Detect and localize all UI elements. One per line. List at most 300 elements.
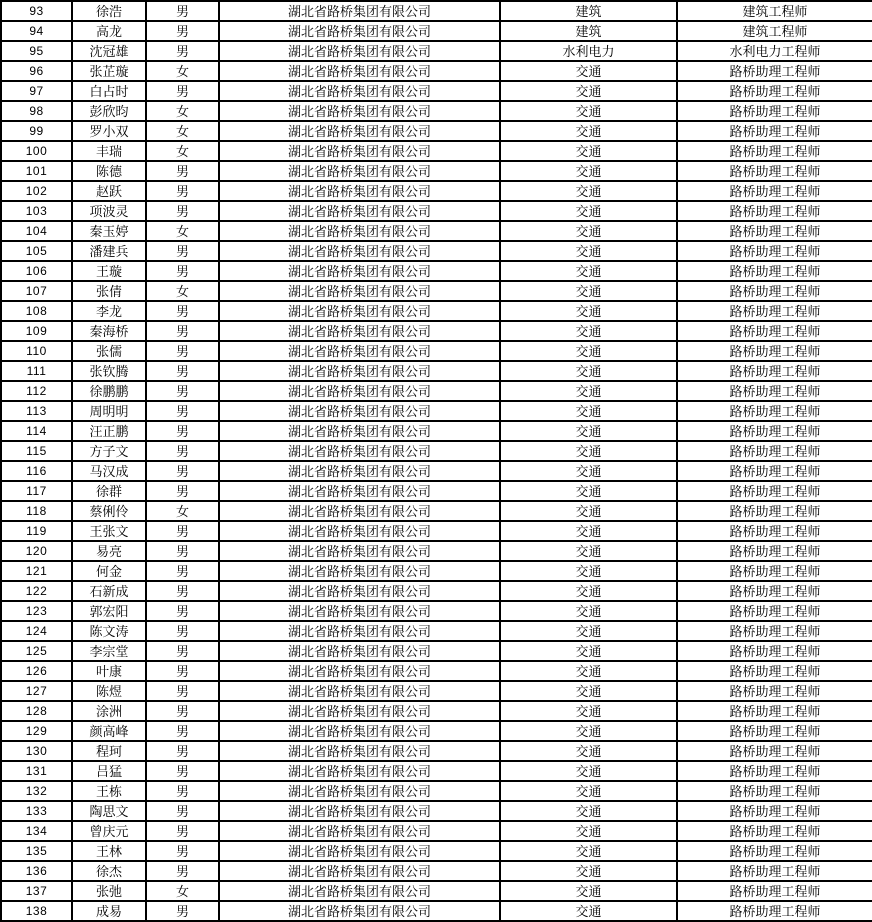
company-cell: 湖北省路桥集团有限公司 <box>219 321 500 341</box>
job-title-cell: 路桥助理工程师 <box>677 421 872 441</box>
gender-cell: 男 <box>146 41 219 61</box>
company-cell: 湖北省路桥集团有限公司 <box>219 561 500 581</box>
job-title-cell: 路桥助理工程师 <box>677 161 872 181</box>
row-number-cell: 112 <box>1 381 72 401</box>
job-title-cell: 路桥助理工程师 <box>677 301 872 321</box>
name-cell: 方子文 <box>72 441 146 461</box>
table-row <box>1 661 872 681</box>
job-title-cell: 路桥助理工程师 <box>677 201 872 221</box>
category-cell: 交通 <box>500 661 677 681</box>
table-row <box>1 121 872 141</box>
company-cell: 湖北省路桥集团有限公司 <box>219 701 500 721</box>
gender-cell: 女 <box>146 281 219 301</box>
category-cell: 交通 <box>500 621 677 641</box>
job-title-cell: 路桥助理工程师 <box>677 361 872 381</box>
row-number-cell: 123 <box>1 601 72 621</box>
gender-cell: 男 <box>146 721 219 741</box>
job-title-cell: 路桥助理工程师 <box>677 381 872 401</box>
gender-cell: 男 <box>146 441 219 461</box>
row-number-cell: 125 <box>1 641 72 661</box>
name-cell: 石新成 <box>72 581 146 601</box>
job-title-cell: 路桥助理工程师 <box>677 701 872 721</box>
name-cell: 郭宏阳 <box>72 601 146 621</box>
gender-cell: 男 <box>146 421 219 441</box>
table-row <box>1 221 872 241</box>
category-cell: 交通 <box>500 81 677 101</box>
name-cell: 吕猛 <box>72 761 146 781</box>
gender-cell: 男 <box>146 701 219 721</box>
company-cell: 湖北省路桥集团有限公司 <box>219 281 500 301</box>
row-number-cell: 97 <box>1 81 72 101</box>
row-number-cell: 115 <box>1 441 72 461</box>
gender-cell: 男 <box>146 201 219 221</box>
company-cell: 湖北省路桥集团有限公司 <box>219 421 500 441</box>
job-title-cell: 路桥助理工程师 <box>677 561 872 581</box>
company-cell: 湖北省路桥集团有限公司 <box>219 341 500 361</box>
table-row <box>1 621 872 641</box>
job-title-cell: 路桥助理工程师 <box>677 601 872 621</box>
gender-cell: 男 <box>146 781 219 801</box>
name-cell: 沈冠雄 <box>72 41 146 61</box>
name-cell: 徐群 <box>72 481 146 501</box>
gender-cell: 男 <box>146 161 219 181</box>
company-cell: 湖北省路桥集团有限公司 <box>219 581 500 601</box>
job-title-cell: 路桥助理工程师 <box>677 501 872 521</box>
company-cell: 湖北省路桥集团有限公司 <box>219 261 500 281</box>
row-number-cell: 137 <box>1 881 72 901</box>
category-cell: 交通 <box>500 581 677 601</box>
gender-cell: 男 <box>146 21 219 41</box>
row-number-cell: 106 <box>1 261 72 281</box>
job-title-cell: 路桥助理工程师 <box>677 621 872 641</box>
name-cell: 曾庆元 <box>72 821 146 841</box>
category-cell: 交通 <box>500 861 677 881</box>
name-cell: 徐杰 <box>72 861 146 881</box>
job-title-cell: 路桥助理工程师 <box>677 641 872 661</box>
row-number-cell: 111 <box>1 361 72 381</box>
name-cell: 马汉成 <box>72 461 146 481</box>
category-cell: 交通 <box>500 61 677 81</box>
table-row <box>1 41 872 61</box>
table-row <box>1 461 872 481</box>
row-number-cell: 129 <box>1 721 72 741</box>
name-cell: 白占时 <box>72 81 146 101</box>
table-row <box>1 141 872 161</box>
gender-cell: 男 <box>146 861 219 881</box>
category-cell: 交通 <box>500 721 677 741</box>
name-cell: 王栋 <box>72 781 146 801</box>
category-cell: 建筑 <box>500 21 677 41</box>
name-cell: 张钦腾 <box>72 361 146 381</box>
name-cell: 秦玉婷 <box>72 221 146 241</box>
company-cell: 湖北省路桥集团有限公司 <box>219 181 500 201</box>
row-number-cell: 100 <box>1 141 72 161</box>
job-title-cell: 建筑工程师 <box>677 21 872 41</box>
gender-cell: 男 <box>146 401 219 421</box>
company-cell: 湖北省路桥集团有限公司 <box>219 441 500 461</box>
job-title-cell: 路桥助理工程师 <box>677 141 872 161</box>
row-number-cell: 136 <box>1 861 72 881</box>
name-cell: 成易 <box>72 901 146 921</box>
table-row <box>1 1 872 21</box>
gender-cell: 男 <box>146 561 219 581</box>
job-title-cell: 路桥助理工程师 <box>677 661 872 681</box>
table-row <box>1 101 872 121</box>
company-cell: 湖北省路桥集团有限公司 <box>219 501 500 521</box>
table-row <box>1 881 872 901</box>
job-title-cell: 路桥助理工程师 <box>677 181 872 201</box>
job-title-cell: 建筑工程师 <box>677 1 872 21</box>
name-cell: 易亮 <box>72 541 146 561</box>
category-cell: 交通 <box>500 361 677 381</box>
job-title-cell: 路桥助理工程师 <box>677 341 872 361</box>
category-cell: 交通 <box>500 221 677 241</box>
company-cell: 湖北省路桥集团有限公司 <box>219 361 500 381</box>
category-cell: 交通 <box>500 261 677 281</box>
category-cell: 交通 <box>500 161 677 181</box>
table-row <box>1 261 872 281</box>
company-cell: 湖北省路桥集团有限公司 <box>219 141 500 161</box>
gender-cell: 男 <box>146 461 219 481</box>
row-number-cell: 118 <box>1 501 72 521</box>
job-title-cell: 路桥助理工程师 <box>677 61 872 81</box>
company-cell: 湖北省路桥集团有限公司 <box>219 401 500 421</box>
company-cell: 湖北省路桥集团有限公司 <box>219 61 500 81</box>
name-cell: 高龙 <box>72 21 146 41</box>
row-number-cell: 130 <box>1 741 72 761</box>
category-cell: 交通 <box>500 201 677 221</box>
job-title-cell: 路桥助理工程师 <box>677 121 872 141</box>
category-cell: 交通 <box>500 801 677 821</box>
name-cell: 李宗堂 <box>72 641 146 661</box>
company-cell: 湖北省路桥集团有限公司 <box>219 461 500 481</box>
row-number-cell: 109 <box>1 321 72 341</box>
category-cell: 交通 <box>500 881 677 901</box>
table-row <box>1 421 872 441</box>
name-cell: 程珂 <box>72 741 146 761</box>
row-number-cell: 105 <box>1 241 72 261</box>
company-cell: 湖北省路桥集团有限公司 <box>219 521 500 541</box>
company-cell: 湖北省路桥集团有限公司 <box>219 721 500 741</box>
row-number-cell: 101 <box>1 161 72 181</box>
job-title-cell: 路桥助理工程师 <box>677 261 872 281</box>
gender-cell: 女 <box>146 101 219 121</box>
gender-cell: 男 <box>146 821 219 841</box>
category-cell: 交通 <box>500 901 677 921</box>
company-cell: 湖北省路桥集团有限公司 <box>219 661 500 681</box>
category-cell: 交通 <box>500 421 677 441</box>
row-number-cell: 124 <box>1 621 72 641</box>
category-cell: 交通 <box>500 561 677 581</box>
name-cell: 陈煜 <box>72 681 146 701</box>
job-title-cell: 路桥助理工程师 <box>677 801 872 821</box>
name-cell: 丰瑞 <box>72 141 146 161</box>
gender-cell: 女 <box>146 221 219 241</box>
company-cell: 湖北省路桥集团有限公司 <box>219 761 500 781</box>
gender-cell: 男 <box>146 1 219 21</box>
gender-cell: 男 <box>146 261 219 281</box>
job-title-cell: 路桥助理工程师 <box>677 761 872 781</box>
name-cell: 周明明 <box>72 401 146 421</box>
row-number-cell: 99 <box>1 121 72 141</box>
table-row <box>1 521 872 541</box>
table-row <box>1 381 872 401</box>
job-title-cell: 路桥助理工程师 <box>677 841 872 861</box>
name-cell: 陈文涛 <box>72 621 146 641</box>
category-cell: 交通 <box>500 541 677 561</box>
category-cell: 交通 <box>500 401 677 421</box>
row-number-cell: 114 <box>1 421 72 441</box>
company-cell: 湖北省路桥集团有限公司 <box>219 221 500 241</box>
name-cell: 潘建兵 <box>72 241 146 261</box>
category-cell: 交通 <box>500 761 677 781</box>
table-row <box>1 481 872 501</box>
name-cell: 王林 <box>72 841 146 861</box>
gender-cell: 男 <box>146 361 219 381</box>
row-number-cell: 128 <box>1 701 72 721</box>
category-cell: 交通 <box>500 481 677 501</box>
company-cell: 湖北省路桥集团有限公司 <box>219 41 500 61</box>
name-cell: 张芷璇 <box>72 61 146 81</box>
gender-cell: 男 <box>146 481 219 501</box>
company-cell: 湖北省路桥集团有限公司 <box>219 621 500 641</box>
company-cell: 湖北省路桥集团有限公司 <box>219 101 500 121</box>
company-cell: 湖北省路桥集团有限公司 <box>219 841 500 861</box>
gender-cell: 男 <box>146 241 219 261</box>
category-cell: 交通 <box>500 101 677 121</box>
table-row <box>1 561 872 581</box>
table-row <box>1 61 872 81</box>
table-row <box>1 161 872 181</box>
row-number-cell: 108 <box>1 301 72 321</box>
name-cell: 汪正鹏 <box>72 421 146 441</box>
company-cell: 湖北省路桥集团有限公司 <box>219 861 500 881</box>
table-row <box>1 341 872 361</box>
job-title-cell: 路桥助理工程师 <box>677 861 872 881</box>
job-title-cell: 路桥助理工程师 <box>677 521 872 541</box>
job-title-cell: 路桥助理工程师 <box>677 81 872 101</box>
row-number-cell: 113 <box>1 401 72 421</box>
category-cell: 交通 <box>500 121 677 141</box>
gender-cell: 男 <box>146 841 219 861</box>
category-cell: 交通 <box>500 281 677 301</box>
company-cell: 湖北省路桥集团有限公司 <box>219 381 500 401</box>
job-title-cell: 路桥助理工程师 <box>677 541 872 561</box>
row-number-cell: 94 <box>1 21 72 41</box>
table-row <box>1 81 872 101</box>
category-cell: 交通 <box>500 301 677 321</box>
table-row <box>1 601 872 621</box>
row-number-cell: 121 <box>1 561 72 581</box>
job-title-cell: 路桥助理工程师 <box>677 741 872 761</box>
company-cell: 湖北省路桥集团有限公司 <box>219 161 500 181</box>
table-row <box>1 501 872 521</box>
row-number-cell: 104 <box>1 221 72 241</box>
table-row <box>1 241 872 261</box>
name-cell: 涂洲 <box>72 701 146 721</box>
name-cell: 张倩 <box>72 281 146 301</box>
name-cell: 彭欣昀 <box>72 101 146 121</box>
name-cell: 颜高峰 <box>72 721 146 741</box>
category-cell: 水利电力 <box>500 41 677 61</box>
table-row <box>1 201 872 221</box>
table-row <box>1 301 872 321</box>
row-number-cell: 131 <box>1 761 72 781</box>
gender-cell: 男 <box>146 641 219 661</box>
gender-cell: 女 <box>146 121 219 141</box>
company-cell: 湖北省路桥集团有限公司 <box>219 21 500 41</box>
name-cell: 徐浩 <box>72 1 146 21</box>
row-number-cell: 138 <box>1 901 72 921</box>
job-title-cell: 路桥助理工程师 <box>677 461 872 481</box>
row-number-cell: 120 <box>1 541 72 561</box>
table-row <box>1 781 872 801</box>
category-cell: 交通 <box>500 321 677 341</box>
row-number-cell: 98 <box>1 101 72 121</box>
row-number-cell: 122 <box>1 581 72 601</box>
job-title-cell: 路桥助理工程师 <box>677 821 872 841</box>
category-cell: 交通 <box>500 741 677 761</box>
name-cell: 罗小双 <box>72 121 146 141</box>
gender-cell: 女 <box>146 501 219 521</box>
gender-cell: 女 <box>146 61 219 81</box>
company-cell: 湖北省路桥集团有限公司 <box>219 821 500 841</box>
gender-cell: 男 <box>146 681 219 701</box>
table-row <box>1 741 872 761</box>
gender-cell: 男 <box>146 341 219 361</box>
company-cell: 湖北省路桥集团有限公司 <box>219 881 500 901</box>
name-cell: 李龙 <box>72 301 146 321</box>
company-cell: 湖北省路桥集团有限公司 <box>219 741 500 761</box>
row-number-cell: 95 <box>1 41 72 61</box>
row-number-cell: 107 <box>1 281 72 301</box>
row-number-cell: 96 <box>1 61 72 81</box>
company-cell: 湖北省路桥集团有限公司 <box>219 781 500 801</box>
table-row <box>1 281 872 301</box>
table-body <box>1 1 872 921</box>
gender-cell: 男 <box>146 321 219 341</box>
table-row <box>1 581 872 601</box>
gender-cell: 男 <box>146 301 219 321</box>
table-row <box>1 641 872 661</box>
gender-cell: 男 <box>146 901 219 921</box>
gender-cell: 男 <box>146 81 219 101</box>
gender-cell: 男 <box>146 381 219 401</box>
name-cell: 陶思文 <box>72 801 146 821</box>
job-title-cell: 路桥助理工程师 <box>677 101 872 121</box>
category-cell: 交通 <box>500 601 677 621</box>
job-title-cell: 路桥助理工程师 <box>677 321 872 341</box>
category-cell: 交通 <box>500 501 677 521</box>
category-cell: 交通 <box>500 381 677 401</box>
job-title-cell: 路桥助理工程师 <box>677 401 872 421</box>
row-number-cell: 127 <box>1 681 72 701</box>
company-cell: 湖北省路桥集团有限公司 <box>219 681 500 701</box>
job-title-cell: 路桥助理工程师 <box>677 241 872 261</box>
row-number-cell: 134 <box>1 821 72 841</box>
category-cell: 交通 <box>500 841 677 861</box>
company-cell: 湖北省路桥集团有限公司 <box>219 81 500 101</box>
company-cell: 湖北省路桥集团有限公司 <box>219 601 500 621</box>
table-row <box>1 801 872 821</box>
gender-cell: 男 <box>146 761 219 781</box>
table-row <box>1 821 872 841</box>
gender-cell: 男 <box>146 541 219 561</box>
table-row <box>1 841 872 861</box>
category-cell: 交通 <box>500 781 677 801</box>
job-title-cell: 路桥助理工程师 <box>677 281 872 301</box>
name-cell: 张儒 <box>72 341 146 361</box>
table-row <box>1 181 872 201</box>
company-cell: 湖北省路桥集团有限公司 <box>219 641 500 661</box>
category-cell: 交通 <box>500 241 677 261</box>
job-title-cell: 路桥助理工程师 <box>677 681 872 701</box>
row-number-cell: 110 <box>1 341 72 361</box>
table-row <box>1 701 872 721</box>
job-title-cell: 路桥助理工程师 <box>677 221 872 241</box>
table-row <box>1 541 872 561</box>
row-number-cell: 117 <box>1 481 72 501</box>
category-cell: 交通 <box>500 521 677 541</box>
name-cell: 赵跃 <box>72 181 146 201</box>
gender-cell: 男 <box>146 801 219 821</box>
row-number-cell: 93 <box>1 1 72 21</box>
gender-cell: 男 <box>146 521 219 541</box>
job-title-cell: 水利电力工程师 <box>677 41 872 61</box>
job-title-cell: 路桥助理工程师 <box>677 901 872 921</box>
gender-cell: 男 <box>146 621 219 641</box>
company-cell: 湖北省路桥集团有限公司 <box>219 801 500 821</box>
row-number-cell: 102 <box>1 181 72 201</box>
category-cell: 交通 <box>500 341 677 361</box>
job-title-cell: 路桥助理工程师 <box>677 781 872 801</box>
category-cell: 交通 <box>500 701 677 721</box>
company-cell: 湖北省路桥集团有限公司 <box>219 1 500 21</box>
table-row <box>1 361 872 381</box>
gender-cell: 男 <box>146 581 219 601</box>
table-row <box>1 861 872 881</box>
name-cell: 张弛 <box>72 881 146 901</box>
table-row <box>1 321 872 341</box>
category-cell: 交通 <box>500 641 677 661</box>
name-cell: 王璇 <box>72 261 146 281</box>
row-number-cell: 119 <box>1 521 72 541</box>
gender-cell: 女 <box>146 881 219 901</box>
category-cell: 交通 <box>500 141 677 161</box>
company-cell: 湖北省路桥集团有限公司 <box>219 121 500 141</box>
table-row <box>1 441 872 461</box>
gender-cell: 女 <box>146 141 219 161</box>
company-cell: 湖北省路桥集团有限公司 <box>219 241 500 261</box>
category-cell: 交通 <box>500 181 677 201</box>
company-cell: 湖北省路桥集团有限公司 <box>219 301 500 321</box>
table-row <box>1 21 872 41</box>
company-cell: 湖北省路桥集团有限公司 <box>219 201 500 221</box>
name-cell: 蔡俐伶 <box>72 501 146 521</box>
table-row <box>1 901 872 921</box>
gender-cell: 男 <box>146 181 219 201</box>
name-cell: 王张文 <box>72 521 146 541</box>
name-cell: 叶康 <box>72 661 146 681</box>
company-cell: 湖北省路桥集团有限公司 <box>219 901 500 921</box>
category-cell: 交通 <box>500 821 677 841</box>
category-cell: 交通 <box>500 461 677 481</box>
table-row <box>1 681 872 701</box>
row-number-cell: 133 <box>1 801 72 821</box>
table-row <box>1 761 872 781</box>
table-row <box>1 401 872 421</box>
category-cell: 建筑 <box>500 1 677 21</box>
